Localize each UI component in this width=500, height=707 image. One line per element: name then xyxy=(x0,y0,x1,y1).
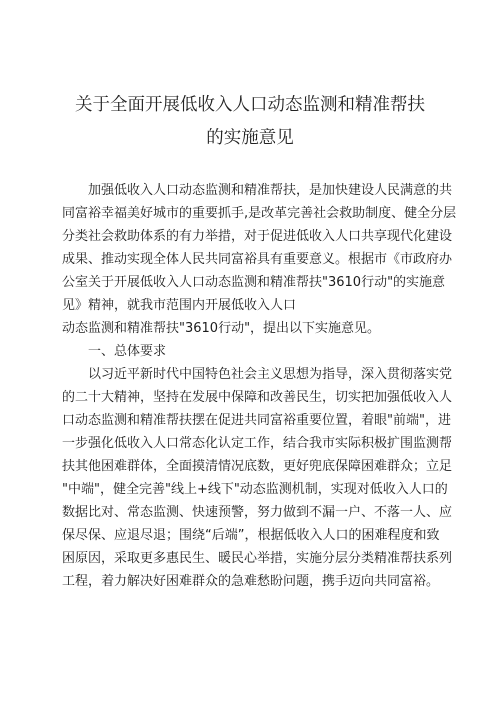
paragraph-2-line-8: 保尽保、应退尽退；围绕“后端”，根据低收入人口的困难程度和致 xyxy=(62,528,440,543)
paragraph-2-line-4: 一步强化低收入人口常态化认定工作，结合我市实际积极扩围监测帮 xyxy=(62,436,453,451)
paragraph-1-line-4: 成果、推动实现全体人民共同富裕具有重要意义。根据市《市政府办 xyxy=(62,252,453,267)
paragraph-2-line-9: 困原因，采取更多惠民生、暖民心举措，实施分层分类精准帮扶系列 xyxy=(62,551,453,566)
section-heading-general-requirements: 一、总体要求 xyxy=(88,344,167,359)
paragraph-2-line-1: 以习近平新时代中国特色社会主义思想为指导，深入贯彻落实党 xyxy=(88,367,453,382)
paragraph-1-line-1: 加强低收入人口动态监测和精准帮扶，是加快建设人民满意的共 xyxy=(88,183,453,198)
paragraph-2-line-10: 工程，着力解决好困难群众的急难愁盼问题，携手迈向共同富裕。 xyxy=(62,574,440,589)
paragraph-2-line-3: 口动态监测和精准帮扶摆在促进共同富裕重要位置，着眼"前端"，进 xyxy=(62,413,451,428)
paragraph-1-line-5: 公室关于开展低收入人口动态监测和精准帮扶"3610行动"的实施意 xyxy=(62,275,446,290)
paragraph-2-line-6: "中端"，健全完善"线上+线下"动态监测机制，实现对低收入人口的 xyxy=(62,482,448,497)
paragraph-2-line-5: 扶其他困难群体，全面摸清情况底数，更好兜底保障困难群众；立足 xyxy=(62,459,453,474)
paragraph-1-line-3: 分类社会救助体系的有力举措，对于促进低收入人口共享现代化建设 xyxy=(62,229,453,244)
paragraph-1-line-7: 动态监测和精准帮扶"3610行动"，提出以下实施意见。 xyxy=(62,321,381,336)
paragraph-1-line-6: 见》精神，就我市范围内开展低收入人口 xyxy=(62,298,297,313)
document-title-line-2: 的实施意见 xyxy=(206,128,294,148)
paragraph-2-line-2: 的二十大精神，坚持在发展中保障和改善民生，切实把加强低收入人 xyxy=(62,390,453,405)
paragraph-1-line-2: 同富裕幸福美好城市的重要抓手,是改革完善社会救助制度、健全分层 xyxy=(62,206,457,221)
document-title-line-1: 关于全面开展低收入人口动态监测和精准帮扶 xyxy=(75,95,425,115)
paragraph-2-line-7: 数据比对、常态监测、快速预警，努力做到不漏一户、不落一人、应 xyxy=(62,505,453,520)
